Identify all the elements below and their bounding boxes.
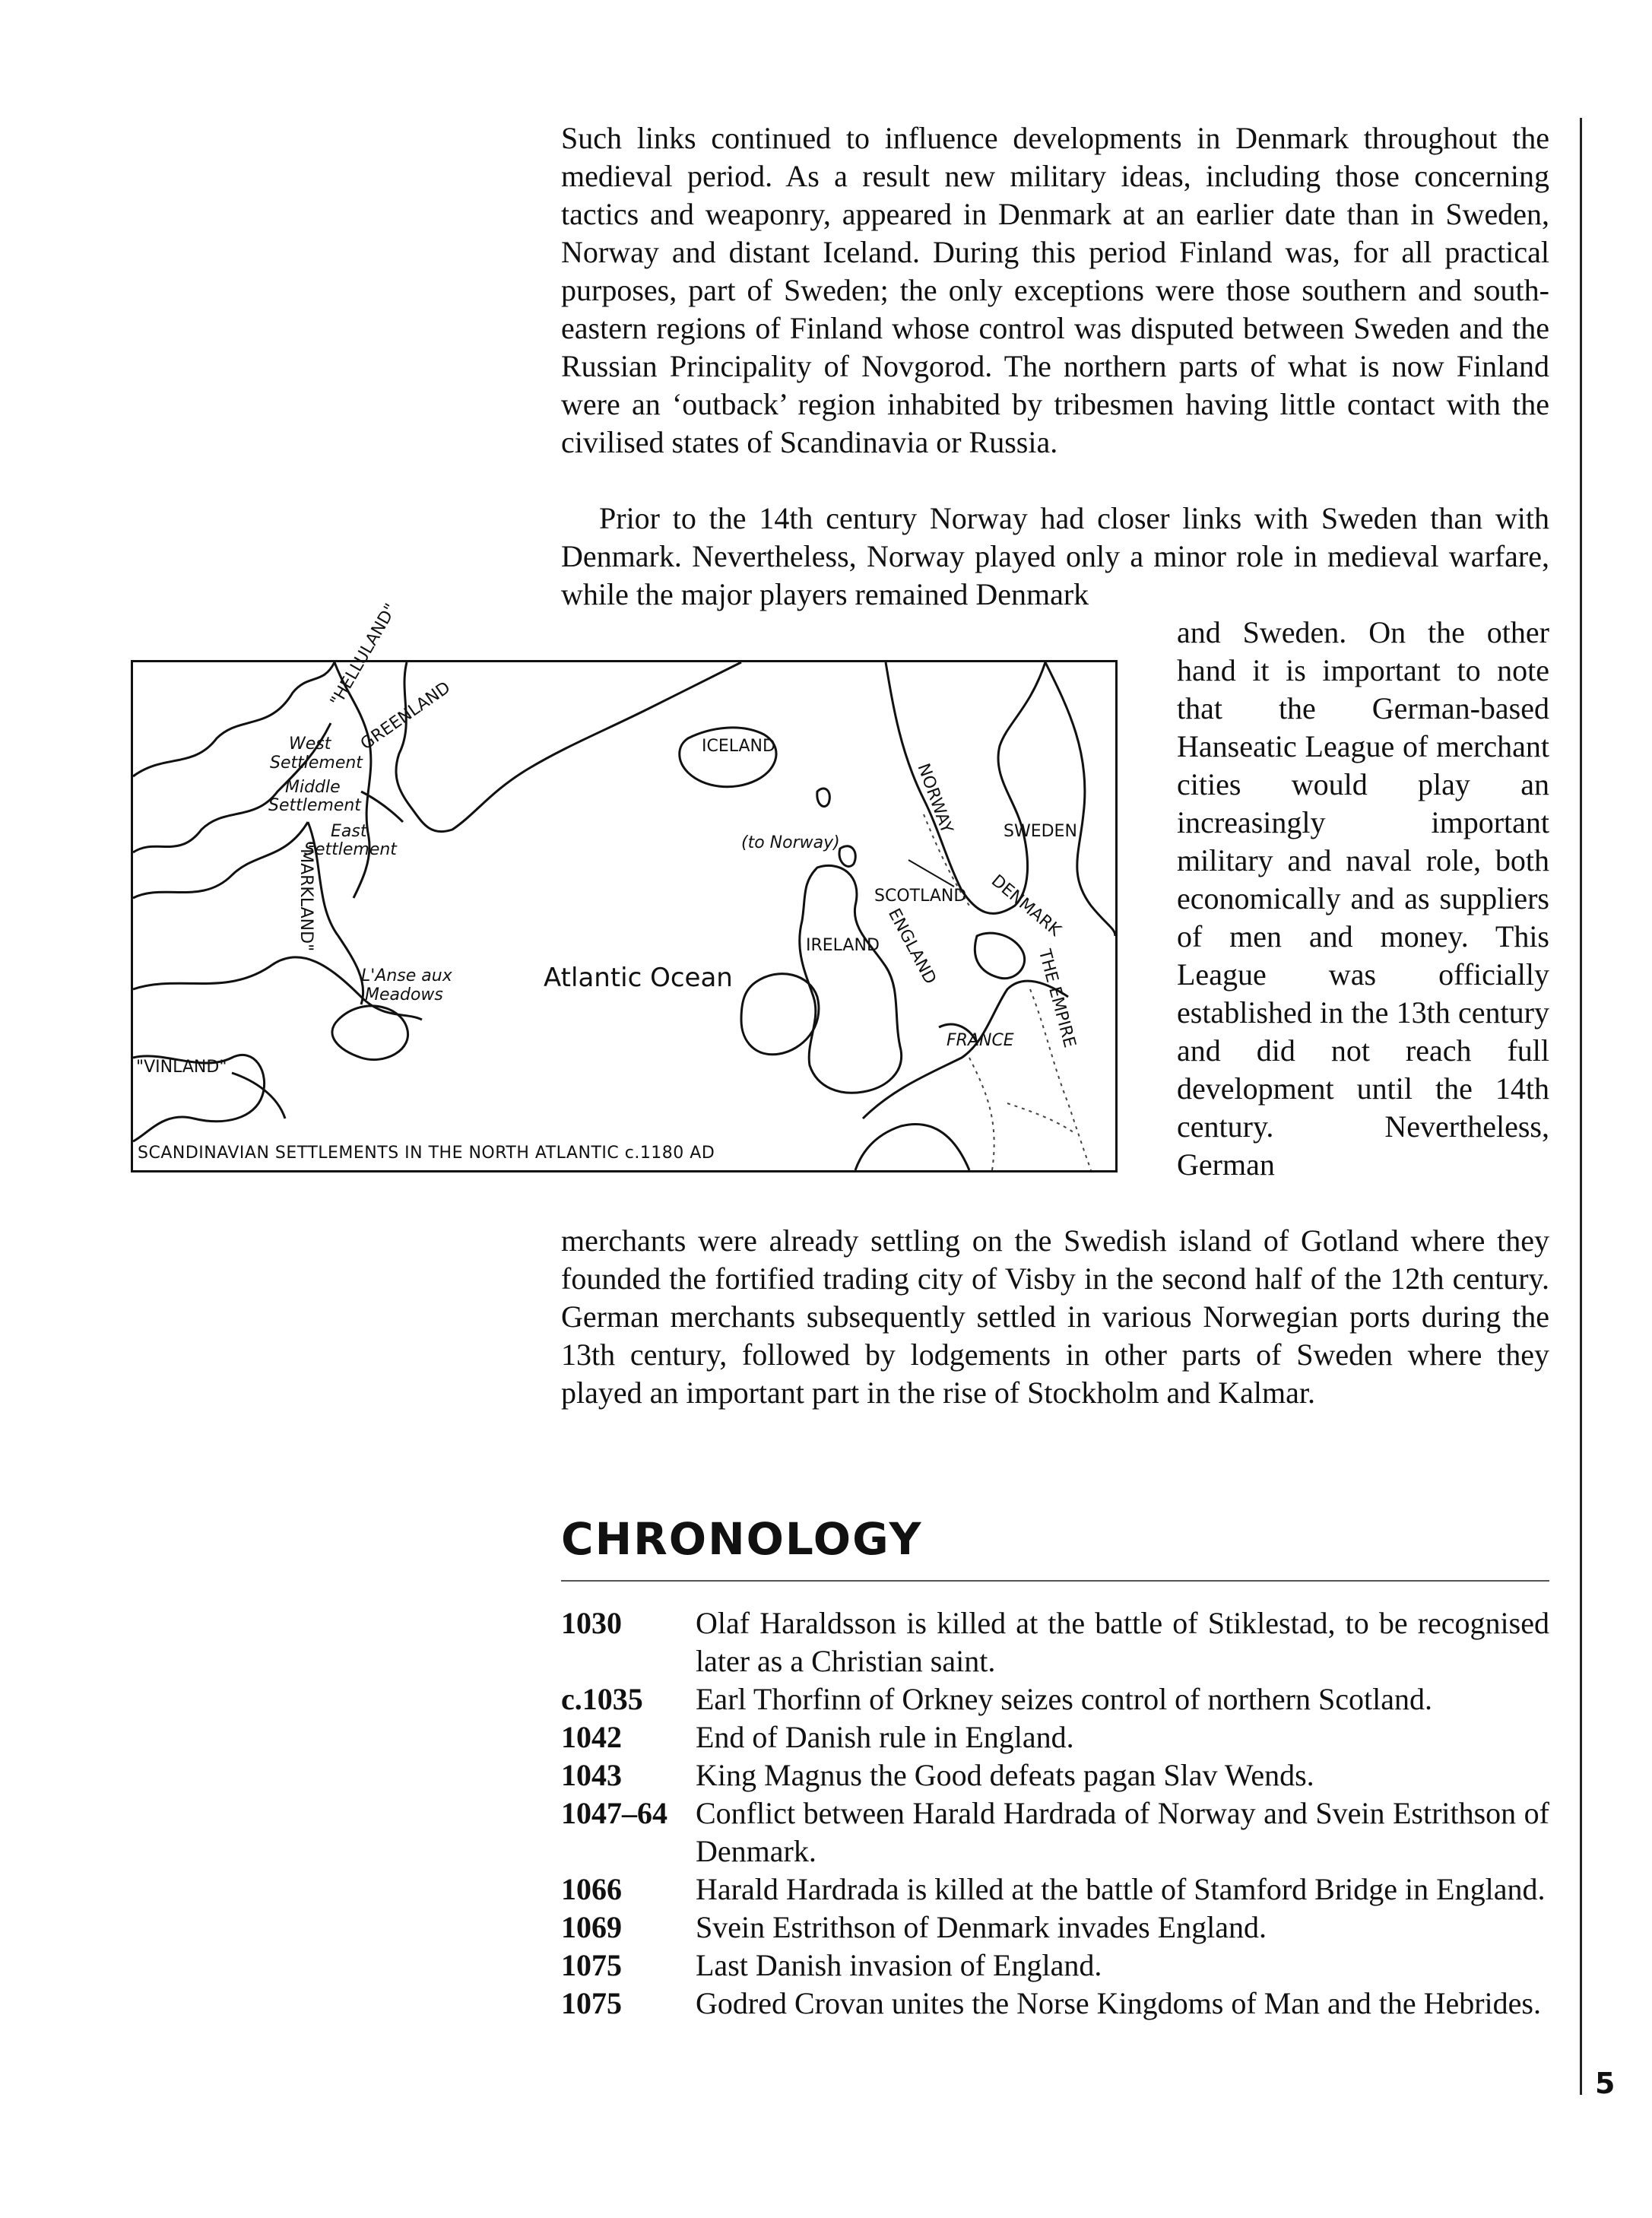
chronology-year: 1043 bbox=[561, 1758, 622, 1792]
chronology-year: 1069 bbox=[561, 1910, 622, 1944]
chronology-text: Earl Thorfinn of Orkney seizes control of northern Scotland. bbox=[696, 1682, 1432, 1716]
chronology-text: Harald Hardrada is killed at the battle of Stamford Bridge in England. bbox=[696, 1872, 1546, 1906]
chronology-year: c.1035 bbox=[561, 1682, 643, 1716]
north-atlantic-map bbox=[131, 600, 1118, 1172]
map-label-ireland: IRELAND bbox=[806, 936, 880, 955]
map-label-meadows: Meadows bbox=[365, 985, 443, 1004]
map-label-england: ENGLAND bbox=[883, 906, 940, 988]
body-paragraph-2-wrap: and Sweden. On the other hand it is important to note that the German-based Hanseatic League of merchant cities would play an increasingly important military and naval role, both economically and as suppliers of men and money. This League was officially established in the 13th century and did not reach full development until the 14th century. Nevertheless, German bbox=[1177, 615, 1549, 1182]
chronology-text: Last Danish invasion of England. bbox=[696, 1948, 1102, 1982]
chronology-year: 1075 bbox=[561, 1986, 622, 2020]
map-label-east-settlement: Settlement bbox=[304, 840, 397, 859]
chronology-text: Godred Crovan unites the Norse Kingdoms of Man and the Hebrides. bbox=[696, 1986, 1541, 2020]
chronology-entry bbox=[561, 1947, 1549, 1985]
chronology-year: 1066 bbox=[561, 1872, 622, 1906]
chronology-entry bbox=[561, 1680, 1549, 1718]
chronology-entry bbox=[561, 1794, 1549, 1871]
map-label-markland: "MARKLAND" bbox=[296, 841, 315, 952]
map-label-west-settlement: Settlement bbox=[270, 754, 363, 773]
chronology-year: 1075 bbox=[561, 1948, 622, 1982]
chronology-heading: CHRONOLOGY bbox=[561, 1513, 923, 1565]
map-label-lanse: L'Anse aux bbox=[361, 966, 452, 985]
chronology-list bbox=[561, 1604, 1549, 2023]
map-label-empire: THE EMPIRE bbox=[1034, 947, 1080, 1050]
chronology-text: King Magnus the Good defeats pagan Slav Wends. bbox=[696, 1758, 1314, 1792]
chronology-entry bbox=[561, 1756, 1549, 1794]
chronology-text: Olaf Haraldsson is killed at the battle of Stiklestad, to be recognised later as a Christian saint. bbox=[696, 1606, 1549, 1678]
map-label-scotland: SCOTLAND bbox=[874, 887, 967, 906]
chronology-entry bbox=[561, 1604, 1549, 1680]
chronology-rule bbox=[561, 1580, 1549, 1582]
chronology-year: 1030 bbox=[561, 1606, 622, 1640]
map-label-middle-settlement: Settlement bbox=[268, 796, 361, 815]
map-label-france: FRANCE bbox=[946, 1031, 1014, 1050]
chronology-entry bbox=[561, 1718, 1549, 1756]
body-paragraph-1: Such links continued to influence developments in Denmark throughout the medieval period. As a result new military ideas, including those concerning tactics and weaponry, appeared in Denmark at an earlier date than in Sweden, Norway and distant Iceland. During this period Finland was, for all practical purposes, part of Sweden; the only exceptions were those southern and south-eastern regions of Finland whose control was disputed between Sweden and the Russian Principality of Novgorod. The northern parts of what is now Finland were an ‘outback’ region inhabited by tribesmen having little contact with the civilised states of Scandinavia or Russia. bbox=[561, 121, 1549, 459]
map-label-to-norway: (to Norway) bbox=[741, 833, 840, 852]
column-rule bbox=[1580, 118, 1582, 2095]
chronology-entry bbox=[561, 1985, 1549, 2023]
map-label-middle: Middle bbox=[285, 778, 341, 797]
map-label-east: East bbox=[331, 822, 367, 841]
chronology-text: End of Danish rule in England. bbox=[696, 1720, 1074, 1754]
page-number: 5 bbox=[1595, 2067, 1616, 2100]
map-label-sweden: SWEDEN bbox=[1004, 822, 1077, 841]
body-paragraph-2-top: Prior to the 14th century Norway had closer links with Sweden than with Denmark. Nevertheless, Norway played only a minor role in medieval warfare, while the major players remained Denmark bbox=[561, 501, 1549, 611]
map-drawing bbox=[133, 662, 1115, 1170]
map-label-iceland: ICELAND bbox=[702, 737, 775, 756]
map-label-norway: NORWAY bbox=[913, 761, 956, 836]
map-label-helluland: "HELLULAND" bbox=[327, 600, 401, 710]
chronology-entry bbox=[561, 1871, 1549, 1909]
map-label-vinland: "VINLAND" bbox=[136, 1058, 227, 1077]
chronology-year: 1047–64 bbox=[561, 1796, 667, 1830]
map-label-denmark: DENMARK bbox=[987, 871, 1065, 941]
chronology-year: 1042 bbox=[561, 1720, 622, 1754]
map-label-west: West bbox=[289, 735, 331, 754]
map-label-atlantic-ocean: Atlantic Ocean bbox=[544, 963, 733, 993]
map-caption: SCANDINAVIAN SETTLEMENTS IN THE NORTH ATLANTIC c.1180 AD bbox=[138, 1144, 715, 1163]
chronology-text: Svein Estrithson of Denmark invades England. bbox=[696, 1910, 1267, 1944]
map-label-greenland: GREENLAND bbox=[357, 677, 455, 754]
body-paragraph-3: merchants were already settling on the Swedish island of Gotland where they founded the fortified trading city of Visby in the second half of the 12th century. German merchants subsequently settled in various Norwegian ports during the 13th century, followed by lodgements in other parts of Sweden where they played an important part in the rise of Stockholm and Kalmar. bbox=[561, 1223, 1549, 1410]
chronology-text: Conflict between Harald Hardrada of Norway and Svein Estrithson of Denmark. bbox=[696, 1796, 1549, 1868]
chronology-entry bbox=[561, 1909, 1549, 1947]
